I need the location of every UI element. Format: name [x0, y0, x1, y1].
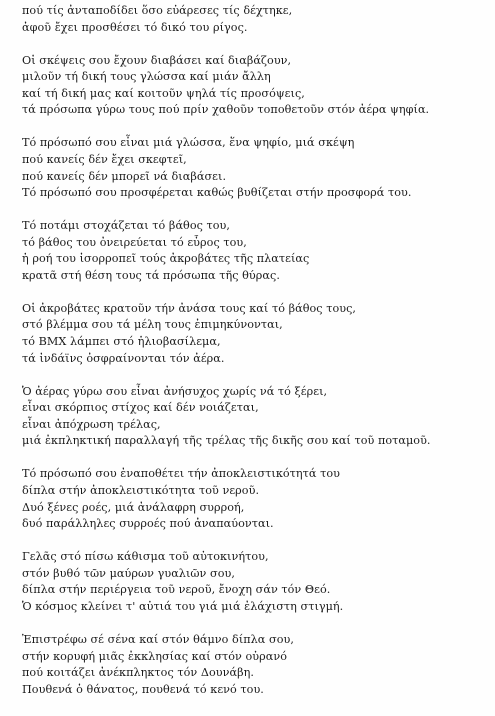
poem-line: πού κανείς δέν μπορεῖ νά διαβάσει.	[22, 169, 227, 183]
poem-line: εἶναι σκόρπιος στίχος καί δέν νοιάζεται,	[22, 401, 259, 415]
poem-line: τό BMX λάμπει στό ἡλιοβασίλεμα,	[22, 335, 221, 349]
poem-text	[22, 3, 490, 715]
poem-line: Τό ποτάμι στοχάζεται τό βάθος του,	[22, 219, 231, 233]
poem-line: στόν βυθό τῶν μαύρων γυαλιῶν σου,	[22, 566, 235, 580]
poem-line: ἡ ροή του ἰσορροπεῖ τούς ἀκροβάτες τῆς πλατείας	[22, 252, 310, 266]
poem-line: Ὁ κόσμος κλείνει τ' αὐτιά του γιά μιά ἐλάχιστη στιγμή.	[22, 599, 344, 613]
stanza-3	[22, 135, 490, 201]
poem-line: δίπλα στήν ἀποκλειστικότητα τοῦ νεροῦ.	[22, 484, 260, 497]
poem-line: κρατᾶ στή θέση τους τά πρόσωπα τῆς θύρας.	[22, 268, 280, 282]
stanza-1	[22, 3, 490, 36]
poem-line: καί τή δική μας καί κοιτοῦν ψηλά τίς προσόψεις,	[22, 86, 305, 100]
poem-line: στήν κορυφή μιᾶς ἐκκλησίας καί στόν οὐρανό	[22, 649, 288, 663]
stanza-7	[22, 466, 490, 532]
poem-line: Πουθενά ὁ θάνατος, πουθενά τό κενό του.	[22, 682, 264, 696]
poem-line: Δυό ξένες ροές, μιά ἀνάλαφρη συρροή,	[22, 500, 245, 514]
poem-line: τό βάθος του ὀνειρεύεται τό εὖρος του,	[22, 235, 247, 249]
poem-line: Γελᾶς στό πίσω κάθισμα τοῦ αὐτοκινήτου,	[22, 550, 269, 564]
poem-line: εἶναι ἀπόχρωση τρέλας,	[22, 417, 161, 431]
poem-line: πού κοιτάζει ἀνέκπληκτος τόν Δουνάβη.	[22, 666, 254, 680]
stanza-2	[22, 53, 490, 119]
poem-line: πού κανείς δέν ἔχει σκεφτεῖ,	[22, 152, 187, 166]
stanza-5	[22, 301, 490, 367]
poem-line: τά ἰνδάϊνς ὀσφραίνονται τόν ἀέρα.	[22, 351, 225, 365]
poem-line: στό βλέμμα σου τά μέλη τους ἐπιμηκύνονται,	[22, 318, 283, 332]
poem-line: Οἱ σκέψεις σου ἔχουν διαβάσει καί διαβάζουν,	[22, 53, 292, 67]
poem-line: Τό πρόσωπό σου εἶναι μιά γλώσσα, ἕνα ψηφίο, μιά σκέψη	[22, 136, 355, 150]
stanza-4	[22, 218, 490, 284]
stanza-6	[22, 384, 490, 450]
poem-line: δίπλα στήν περιέργεια τοῦ νεροῦ, ἔνοχη σάν τόν Θεό.	[22, 583, 331, 597]
poem-line: ἀφοῦ ἔχει προσθέσει τό δικό του ρίγος.	[22, 20, 248, 34]
poem-line: δυό παράλληλες συρροές πού ἀναπαύονται.	[22, 517, 274, 531]
poem-line: τά πρόσωπα γύρω τους πού πρίν χαθοῦν τοποθετοῦν στόν ἀέρα ψηφία.	[22, 103, 430, 117]
poem-line: μιά ἐκπληκτική παραλλαγή τῆς τρέλας τῆς δικῆς σου καί τοῦ ποταμοῦ.	[22, 434, 431, 448]
poem-line: Ὁ ἀέρας γύρω σου εἶναι ἀνήσυχος χωρίς νά τό ξέρει,	[22, 384, 328, 398]
stanza-9	[22, 632, 490, 698]
poem-line: μιλοῦν τή δική τους γλώσσα καί μιάν ἄλλη	[22, 70, 271, 84]
poem-line: Τό πρόσωπό σου προσφέρεται καθώς βυθίζεται στήν προσφορά του.	[22, 186, 412, 200]
poem-line: Τό πρόσωπό σου ἐναποθέτει τήν ἀποκλειστικότητά του	[22, 467, 340, 481]
stanza-8	[22, 549, 490, 615]
poem-line: πού τίς ἀνταποδίδει ὅσο εὐάρεσες τίς δέχτηκε,	[22, 4, 293, 17]
poem-line: Ἐπιστρέφω σέ σένα καί στόν θάμνο δίπλα σου,	[22, 632, 294, 646]
poem-line: Οἱ ἀκροβάτες κρατοῦν τήν ἀνάσα τους καί τό βάθος τους,	[22, 301, 356, 315]
